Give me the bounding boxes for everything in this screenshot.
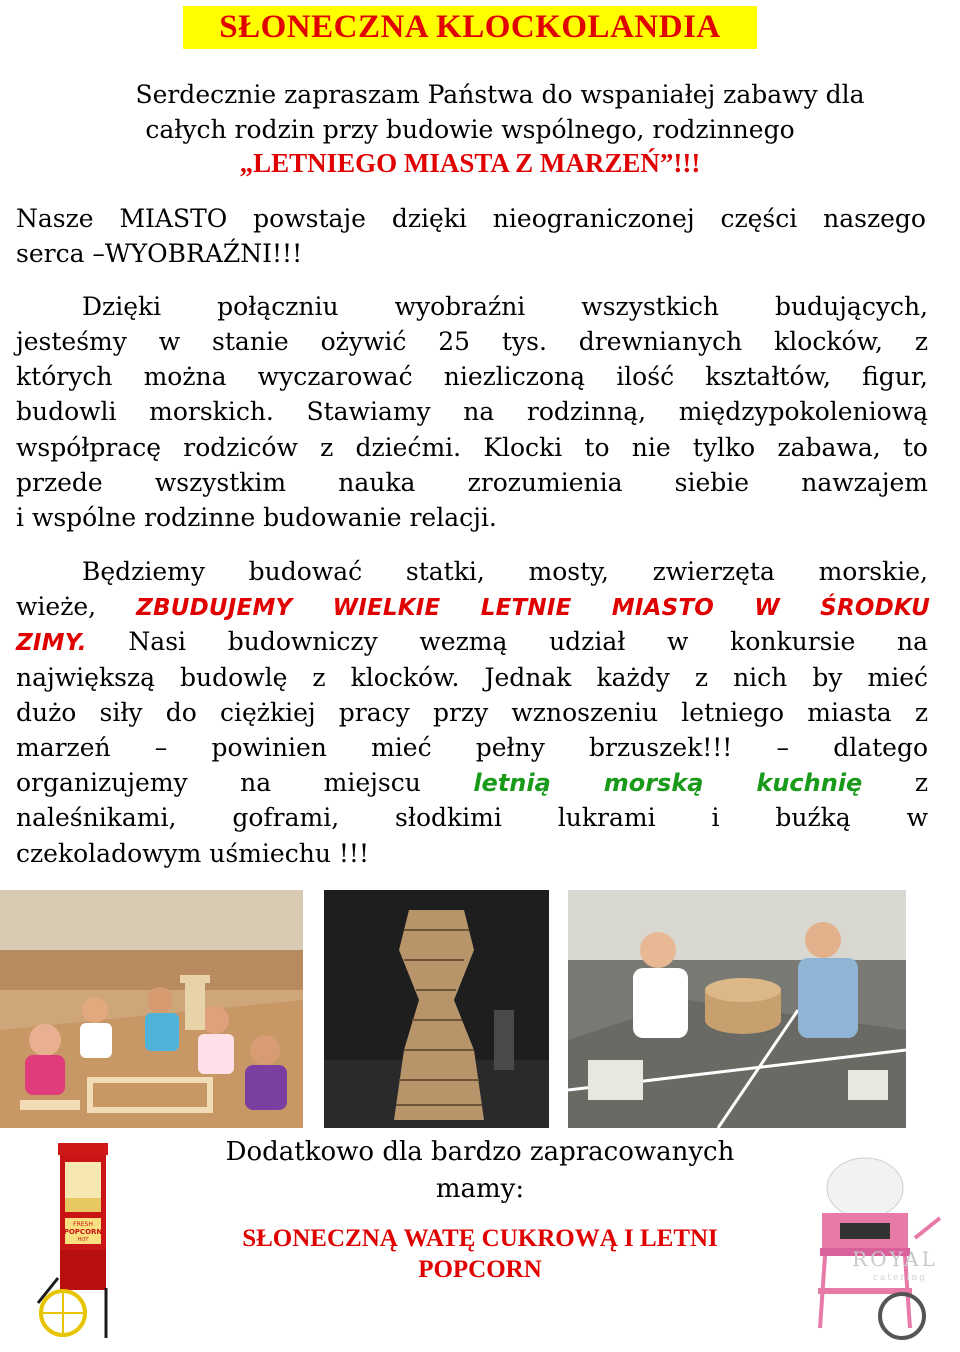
para3-line: przede wszystkim nauka zrozumienia siebie nawzajem: [16, 468, 928, 497]
popcorn-cart-image: [28, 1138, 133, 1348]
para4-line: [16, 765, 928, 801]
para4-text: z: [862, 768, 929, 797]
para3-line: i wspólne rodzinne budowanie relacji.: [16, 503, 497, 532]
bottom-red-line-1: SŁONECZNĄ WATĘ CUKROWĄ I LETNI: [242, 1225, 718, 1252]
para4-line: dużo siły do ciężkiej pracy przy wznoszeniu letniego miasta z: [16, 698, 928, 727]
para3-line: współpracę rodziców z dziećmi. Klocki to nie tylko zabawa, to: [16, 433, 928, 462]
para4-text: organizujemy na miejscu: [16, 768, 474, 797]
highlight-green: letnią morską kuchnię: [473, 769, 863, 797]
candy-floss-cart-image: [800, 1148, 945, 1348]
para4-line: naleśnikami, goframi, słodkimi lukrami i buźką w: [16, 803, 928, 832]
bottom-line-1: Dodatkowo dla bardzo zapracowanych: [225, 1137, 735, 1167]
popcorn-sign-2: POPCORN: [63, 1228, 103, 1236]
popcorn-sign-1: FRESH: [73, 1221, 93, 1228]
para4-line: [16, 589, 930, 626]
bottom-red-line-2: POPCORN: [418, 1256, 542, 1283]
catering-watermark: catering: [872, 1273, 928, 1283]
para4-text: Nasi budowniczy wezmą udział w konkursie na: [86, 627, 928, 656]
photo-boys-building: [568, 890, 906, 1128]
para2-line-1: Nasze MIASTO powstaje dzięki nieograniczonej części naszego: [16, 204, 926, 233]
page-title: SŁONECZNA KLOCKOLANDIA: [183, 6, 757, 49]
photo-children-building: [0, 890, 303, 1128]
para3-line: jesteśmy w stanie ożywić 25 tys. drewnianych klocków, z: [16, 327, 928, 356]
highlight-red: ZBUDUJEMY WIELKIE LETNIE MIASTO W ŚRODKU: [136, 595, 930, 621]
royal-watermark: ROYAL: [852, 1247, 938, 1271]
para4-line: największą budowlę z klocków. Jednak każdy z nich by mieć: [16, 663, 928, 692]
highlight-red: ZIMY.: [16, 630, 87, 656]
bottom-line-2: mamy:: [435, 1174, 525, 1204]
para3-line: budowli morskich. Stawiamy na rodzinną, międzypokoleniową: [16, 397, 928, 426]
popcorn-sign-3: HOT: [77, 1237, 89, 1243]
para2-line-2: serca –WYOBRAŹNI!!!: [16, 239, 303, 268]
para4-line: marzeń – powinien mieć pełny brzuszek!!! – dlatego: [16, 733, 928, 762]
intro-highlight: „LETNIEGO MIASTA Z MARZEŃ”!!!: [239, 148, 701, 178]
para4-line: Będziemy budować statki, mosty, zwierzęta morskie,: [82, 557, 928, 586]
para4-text: wieże,: [16, 592, 137, 621]
photo-block-tower: [324, 890, 549, 1128]
para4-line: [16, 624, 928, 661]
intro-line-2: całych rodzin przy budowie wspólnego, rodzinnego: [145, 115, 795, 144]
para4-line: czekoladowym uśmiechu !!!: [16, 839, 370, 868]
para3-line: Dzięki połączniu wyobraźni wszystkich budujących,: [82, 292, 928, 321]
intro-line-1: Serdecznie zapraszam Państwa do wspaniałej zabawy dla: [135, 80, 865, 109]
para3-line: których można wyczarować niezliczoną ilość kształtów, figur,: [16, 362, 928, 391]
